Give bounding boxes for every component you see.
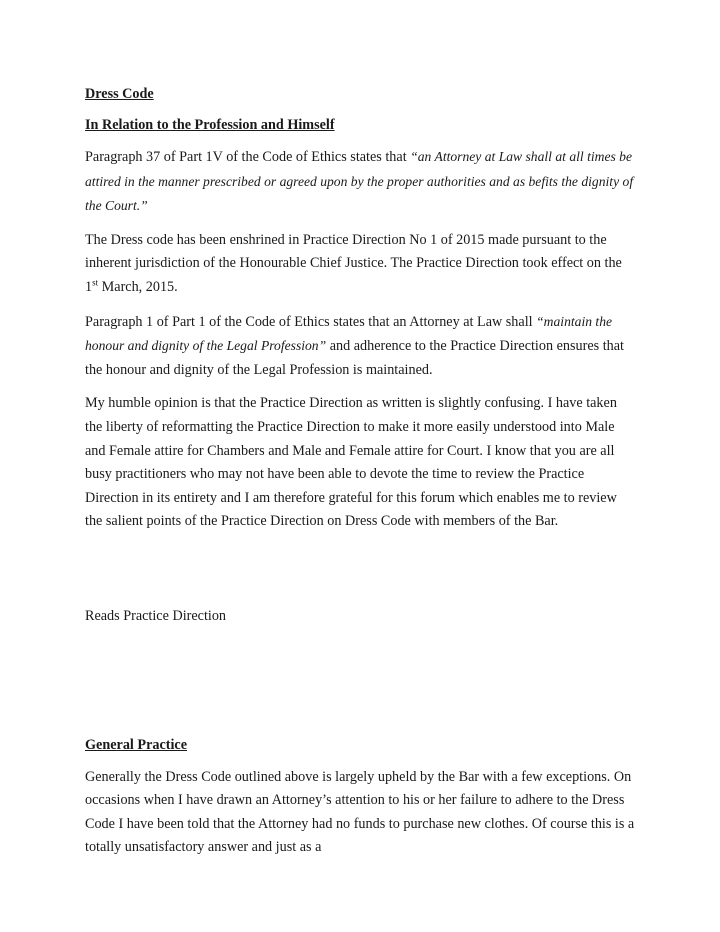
paragraph-37-code-of-ethics [85, 145, 637, 219]
heading-relation-to-profession: In Relation to the Profession and Himself [85, 117, 335, 133]
dress-code-practice-direction-paragraph [85, 229, 637, 300]
humble-opinion-paragraph: My humble opinion is that the Practice Direction as written is slightly confusing. I have taken the liberty of reformatting the Practice Direction to make it more easily understood into Male and Female attire for Chambers and Male and Female attire for Court. I know that you are all busy practitioners who may not have been able to devote the time to review the Practice Direction in its entirety and I am therefore grateful for this forum which enables me to review the salient points of the Practice Direction on Dress Code with members of the Bar. [85, 395, 617, 530]
document-page [85, 82, 637, 860]
heading-dress-code: Dress Code [85, 86, 154, 102]
paragraph-37-text: Paragraph 37 of Part 1V of the Code of Ethics states that [85, 149, 411, 165]
paragraph-37-quote: “an Attorney at Law shall at all times be attired in the manner prescribed or agreed upon by the proper authorities and as befits the dignity of the Court.” [85, 149, 634, 214]
paragraph-1-code-of-ethics [85, 310, 637, 383]
practice-direction-text: The Dress code has been enshrined in Practice Direction No 1 of 2015 made pursuant to the inherent jurisdiction of the Honourable Chief Justice. The Practice Direction took effect on the 1 [85, 231, 622, 295]
general-practice-paragraph: Generally the Dress Code outlined above is largely upheld by the Bar with a few exceptions. On occasions when I have drawn an Attorney’s attention to his or her failure to adhere to the Dress Code I have been told that the Attorney had no funds to purchase new clothes. Of course this is a totally unsatisfactory answer and just as a [85, 768, 635, 856]
paragraph-1-quote: “maintain the honour and dignity of the Legal Profession” [85, 313, 613, 354]
ordinal-suffix: st [92, 277, 99, 288]
paragraph-1-text-end: and adherence to the Practice Direction ensures that the honour and dignity of the Legal Profession is maintained. [85, 338, 624, 378]
heading-general-practice: General Practice [85, 736, 188, 753]
practice-direction-date: March, 2015. [98, 278, 178, 295]
paragraph-1-text: Paragraph 1 of Part 1 of the Code of Ethics states that an Attorney at Law shall [85, 313, 537, 330]
reads-practice-direction: Reads Practice Direction [85, 607, 227, 624]
